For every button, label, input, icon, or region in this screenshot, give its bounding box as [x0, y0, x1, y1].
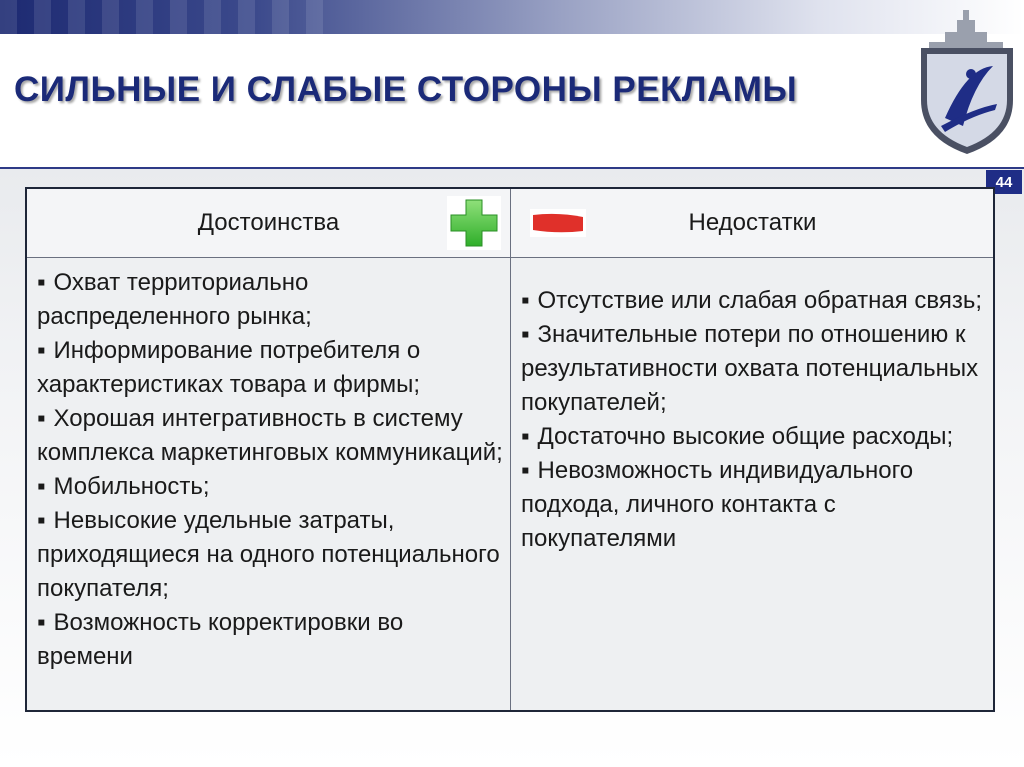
disadvantages-header: Недостатки [688, 209, 817, 236]
list-item: ▪ Хорошая интегративность в систему комплекса маркетинговых коммуникаций; [37, 402, 505, 470]
list-item: ▪ Информирование потребителя о характеристиках товара и фирмы; [37, 334, 505, 402]
page-number-badge: 44 [986, 170, 1022, 194]
column-divider [510, 189, 511, 710]
disadvantages-list [521, 284, 991, 556]
list-item: ▪ Невозможность индивидуального подхода, личного контакта с покупателями [521, 454, 991, 556]
top-bar-pattern [0, 0, 330, 34]
advantages-header: Достоинства [197, 209, 340, 236]
list-item: ▪ Значительные потери по отношению к результативности охвата потенциальных покупателей; [521, 318, 991, 420]
list-item: ▪ Мобильность; [37, 470, 505, 504]
advantages-list [37, 266, 505, 674]
list-item: ▪ Отсутствие или слабая обратная связь; [521, 284, 991, 318]
university-emblem-icon [915, 8, 1019, 158]
list-item: ▪ Невысокие удельные затраты, приходящиеся на одного потенциального покупателя; [37, 504, 505, 606]
pros-cons-table [25, 187, 995, 712]
top-decorative-bar [0, 0, 1024, 34]
plus-icon [447, 196, 501, 250]
list-item: ▪ Достаточно высокие общие расходы; [521, 420, 991, 454]
list-item: ▪ Возможность корректировки во времени [37, 606, 505, 674]
slide-title: СИЛЬНЫЕ И СЛАБЫЕ СТОРОНЫ РЕКЛАМЫ [14, 70, 798, 109]
minus-icon [530, 209, 586, 237]
list-item: ▪ Охват территориально распределенного рынка; [37, 266, 505, 334]
